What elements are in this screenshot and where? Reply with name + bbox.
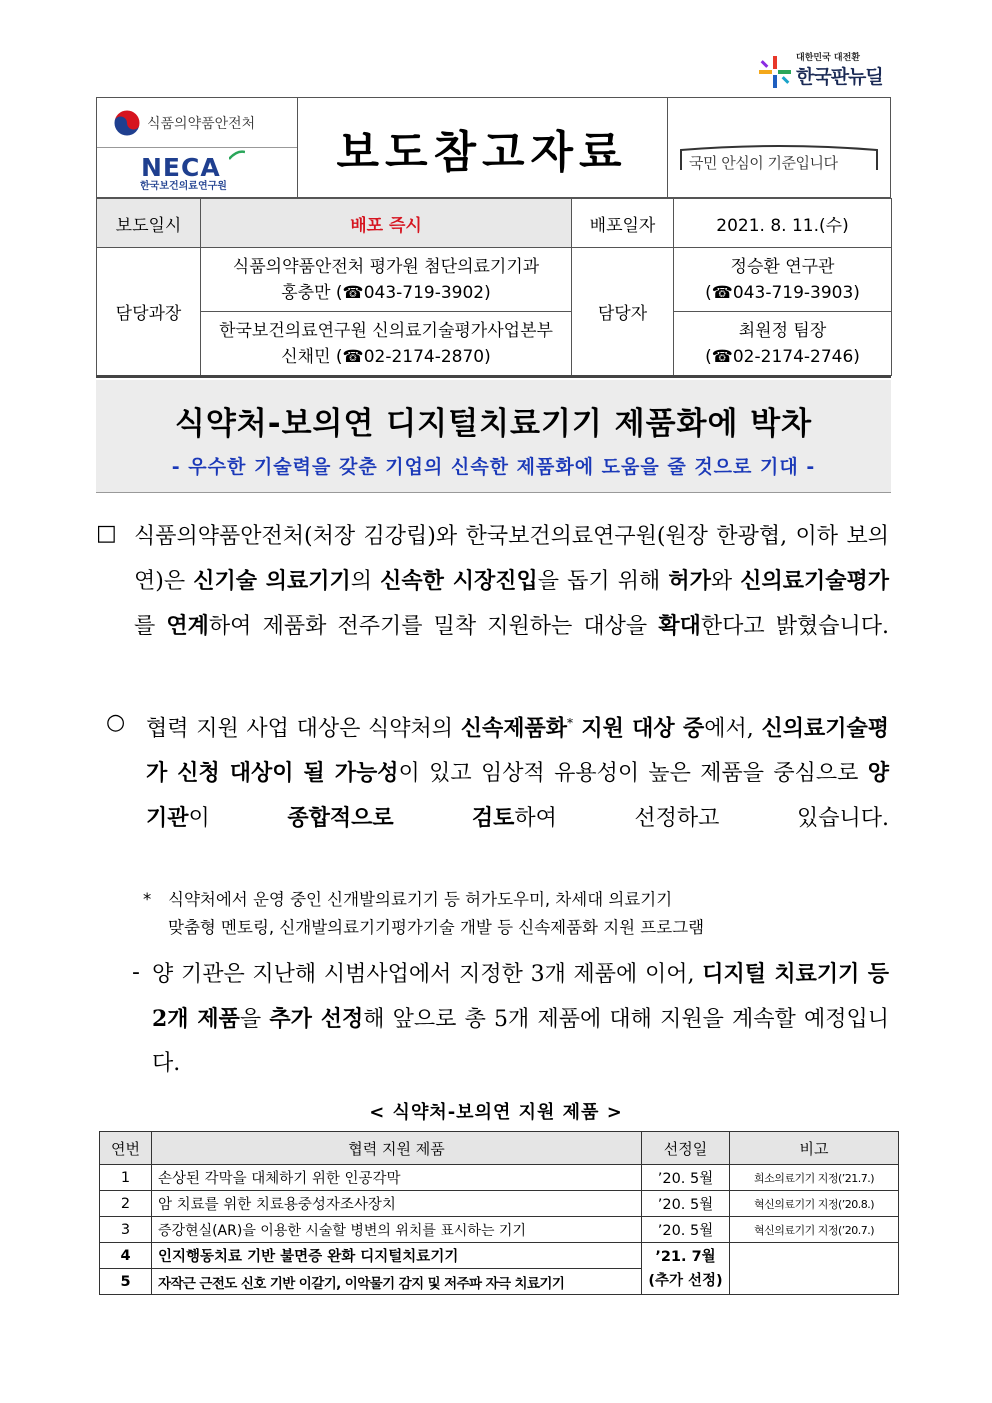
new-deal-logo bbox=[756, 50, 906, 94]
distribution-date: 2021. 8. 11.(수) bbox=[674, 199, 892, 248]
headline-subtitle: - 우수한 기술력을 갖춘 기업의 신속한 제품화에 도움을 줄 것으로 기대 - bbox=[171, 456, 816, 478]
table-row bbox=[100, 1217, 899, 1243]
footnote-marker: * bbox=[566, 716, 573, 730]
remark: 혁신의료기기 지정(’20.7.) bbox=[730, 1217, 899, 1243]
table-row bbox=[100, 1191, 899, 1217]
row-number: 1 bbox=[100, 1165, 152, 1191]
p3-text: 해 앞으로 총 5개 제품에 대해 지원을 계속할 예정입니다. bbox=[152, 1007, 889, 1076]
column-header: 협력 지원 제품 bbox=[152, 1132, 642, 1165]
p2-bold: 신속제품화 bbox=[460, 715, 567, 742]
table-row bbox=[100, 1165, 899, 1191]
department-1-name: 식품의약품안전처 평가원 첨단의료기기과 bbox=[232, 256, 540, 277]
p2-text: 이 bbox=[188, 806, 288, 832]
p1-bold: 신기술 의료기기 bbox=[193, 568, 351, 594]
square-bullet: □ bbox=[96, 521, 117, 546]
department-1 bbox=[201, 248, 572, 312]
p2-bold: 양 기관 bbox=[146, 760, 889, 832]
paragraph-2 bbox=[146, 701, 889, 841]
selection-date: ’20. 5월 bbox=[642, 1217, 730, 1243]
p2-text: 하여 선정하고 있습니다. bbox=[514, 806, 889, 832]
p1-bold: 신의료기술평가 bbox=[740, 568, 889, 594]
department-2 bbox=[201, 312, 572, 376]
neca-logo-text: NECA bbox=[141, 153, 221, 182]
p2-text: 협력 지원 사업 대상은 식약처의 bbox=[146, 716, 461, 742]
mfds-logo bbox=[97, 98, 297, 148]
product-name: 손상된 각막을 대체하기 위한 인공각막 bbox=[152, 1165, 642, 1191]
row-number: 5 bbox=[100, 1269, 152, 1295]
row-number: 3 bbox=[100, 1217, 152, 1243]
person-1-name: 정승환 연구관 bbox=[730, 256, 835, 277]
p1-bold: 연계 bbox=[166, 613, 209, 639]
person-label: 담당자 bbox=[572, 248, 674, 376]
department-1-contact: 홍충만 (☎043-719-3902) bbox=[281, 282, 491, 303]
p1-text: 와 bbox=[710, 569, 741, 594]
footnote-line-2: 맞춤형 멘토링, 신개발의료기기평가기술 개발 등 신속제품화 지원 프로그램 bbox=[168, 918, 705, 937]
table-row bbox=[100, 1243, 899, 1269]
p1-text: 식품의약품안전처(처장 김강립)와 한국보건의료연구원(원장 한광협, 이하 보의연)은 bbox=[134, 524, 889, 594]
new-deal-small-text: 대한민국 대전환 bbox=[796, 53, 860, 63]
p2-bold: 신의료기술평가 신청 대상이 될 가능성 bbox=[146, 715, 889, 787]
product-name: 증강현실(AR)을 이용한 시술할 병변의 위치를 표시하는 기기 bbox=[152, 1217, 642, 1243]
column-header: 선정일 bbox=[642, 1132, 730, 1165]
table-caption: < 식약처-보의연 지원 제품 > bbox=[369, 1102, 623, 1123]
new-deal-star-icon bbox=[758, 55, 792, 89]
distribution-label: 배포일자 bbox=[572, 199, 674, 248]
product-name: 암 치료를 위한 치료용중성자조사장치 bbox=[152, 1191, 642, 1217]
paragraph-3 bbox=[152, 952, 889, 1086]
release-value: 배포 즉시 bbox=[201, 199, 572, 248]
footnote-line-1: 식약처에서 운영 중인 신개발의료기기 등 허가도우미, 차세대 의료기기 bbox=[168, 890, 673, 909]
circle-bullet: ○ bbox=[106, 710, 126, 735]
department-2-contact: 신채민 (☎02-2174-2870) bbox=[281, 346, 491, 367]
document-type-title: 보도참고자료 bbox=[297, 98, 668, 197]
p2-bold: 종합적으로 검토 bbox=[287, 805, 515, 832]
p2-text: 에서, bbox=[704, 716, 762, 742]
slogan-text: 국민 안심이 기준입니다 bbox=[689, 154, 838, 172]
new-deal-big-text: 한국판뉴딜 bbox=[796, 66, 883, 88]
release-label: 보도일시 bbox=[97, 199, 201, 248]
p3-text: 양 기관은 지난해 시범사업에서 지정한 3개 제품에 이어, bbox=[152, 962, 703, 987]
remark: 혁신의료기기 지정(’20.8.) bbox=[730, 1191, 899, 1217]
p1-bold: 신속한 시장진입 bbox=[380, 568, 538, 594]
person-2-name: 최원정 팀장 bbox=[738, 320, 827, 341]
slogan bbox=[679, 142, 879, 172]
department-2-name: 한국보건의료연구원 신의료기술평가사업본부 bbox=[219, 320, 553, 341]
dash-bullet: - bbox=[132, 960, 140, 985]
person-1-contact: (☎043-719-3903) bbox=[705, 282, 860, 303]
table-header-row bbox=[100, 1132, 899, 1165]
headline-title: 식약처-보의연 디지털치료기기 제품화에 박차 bbox=[174, 406, 813, 442]
product-name: 인지행동치료 기반 불면증 완화 디지털치료기기 bbox=[152, 1243, 642, 1269]
products-table bbox=[99, 1131, 899, 1295]
contact-info-table bbox=[96, 198, 892, 376]
remark: 희소의료기기 지정(’21.7.) bbox=[730, 1165, 899, 1191]
department-label: 담당과장 bbox=[97, 248, 201, 376]
press-header bbox=[96, 97, 891, 198]
p3-bold: 추가 선정 bbox=[269, 1006, 364, 1032]
p1-text: 한다고 밝혔습니다. bbox=[700, 614, 889, 639]
person-2-contact: (☎02-2174-2746) bbox=[705, 346, 860, 367]
p3-bold: 디지털 치료기기 등 2개 제품 bbox=[152, 961, 889, 1032]
neca-name: 한국보건의료연구원 bbox=[140, 181, 227, 192]
person-1 bbox=[674, 248, 892, 312]
selection-date-value: ’21. 7월 bbox=[655, 1248, 716, 1265]
p1-text: 을 돕기 위해 bbox=[537, 569, 669, 594]
headline-box bbox=[96, 380, 891, 493]
p1-text: 를 bbox=[134, 614, 167, 639]
neca-swoosh-icon bbox=[229, 150, 245, 160]
column-header: 비고 bbox=[730, 1132, 899, 1165]
agency-logos bbox=[97, 98, 298, 197]
p1-text: 의 bbox=[350, 569, 381, 594]
p1-bold: 허가 bbox=[668, 568, 711, 594]
p1-text: 하여 제품화 전주기를 밀착 지원하는 대상을 bbox=[208, 614, 659, 639]
remark bbox=[730, 1243, 899, 1295]
column-header: 연번 bbox=[100, 1132, 152, 1165]
row-number: 4 bbox=[100, 1243, 152, 1269]
p1-bold: 확대 bbox=[658, 613, 701, 639]
selection-date-note: (추가 선정) bbox=[648, 1272, 723, 1289]
row-number: 2 bbox=[100, 1191, 152, 1217]
selection-date bbox=[642, 1243, 730, 1295]
divider bbox=[96, 375, 891, 378]
footnote-star: * bbox=[143, 890, 152, 909]
product-name: 자작근 근전도 신호 기반 이갈기, 이악물기 감지 및 저주파 자극 치료기기 bbox=[152, 1269, 642, 1295]
taegeuk-icon bbox=[112, 108, 142, 138]
p2-bold: 지원 대상 중 bbox=[572, 715, 705, 742]
mfds-name: 식품의약품안전처 bbox=[147, 116, 256, 132]
selection-date: ’20. 5월 bbox=[642, 1191, 730, 1217]
p2-text: 이 있고 임상적 유용성이 높은 제품을 중심으로 bbox=[398, 761, 868, 787]
person-2 bbox=[674, 312, 892, 376]
selection-date: ’20. 5월 bbox=[642, 1165, 730, 1191]
p3-text: 을 bbox=[239, 1007, 270, 1032]
paragraph-1 bbox=[134, 515, 889, 649]
